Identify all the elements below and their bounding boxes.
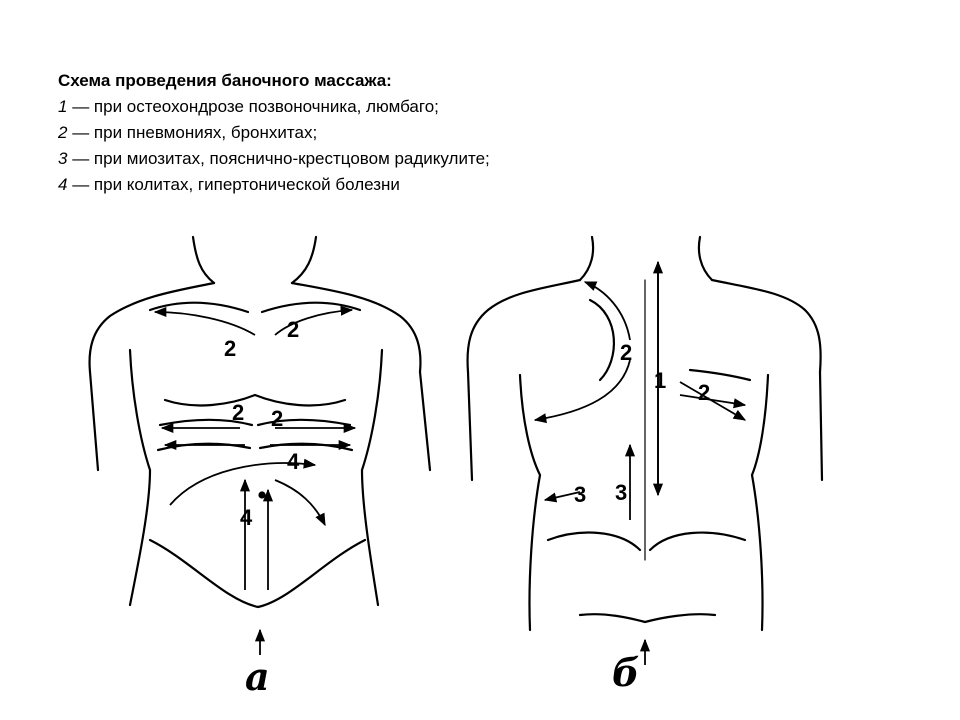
front-zone-label-2a: 2 xyxy=(224,336,237,361)
back-figure-label: б xyxy=(612,650,640,695)
front-zone-label-4b: 4 xyxy=(240,505,253,530)
caption-item-number: 3 xyxy=(58,149,68,168)
front-zone-label-2d: 2 xyxy=(271,406,284,431)
caption-title: Схема проведения баночного массажа: xyxy=(58,71,392,90)
caption-item-text: — при миозитах, пояснично-крестцовом радикулите; xyxy=(67,149,490,168)
back-torso xyxy=(468,237,822,630)
caption-item-number: 4 xyxy=(58,175,68,194)
back-zone-label-2a: 2 xyxy=(620,340,633,365)
front-zone-label-2b: 2 xyxy=(287,317,300,342)
caption-item-text: — при остеохондрозе позвоночника, люмбаго; xyxy=(67,97,439,116)
caption-item-number: 1 xyxy=(58,97,68,116)
front-zone-label-2c: 2 xyxy=(232,400,245,425)
back-zone-label-3b: 3 xyxy=(615,480,628,505)
front-torso xyxy=(90,237,430,607)
front-zone-label-4a: 4 xyxy=(287,449,300,474)
caption-item-number: 2 xyxy=(58,123,68,142)
front-arrows xyxy=(155,310,355,655)
back-arrows xyxy=(535,262,745,665)
front-figure-label: а xyxy=(245,654,270,699)
caption-item-text: — при пневмониях, бронхитах; xyxy=(67,123,318,142)
back-zone-label-3a: 3 xyxy=(574,482,587,507)
back-zone-label-2b: 2 xyxy=(698,380,711,405)
back-zone-label-1: 1 xyxy=(654,368,667,393)
caption-item-text: — при колитах, гипертонической болезни xyxy=(67,175,400,194)
